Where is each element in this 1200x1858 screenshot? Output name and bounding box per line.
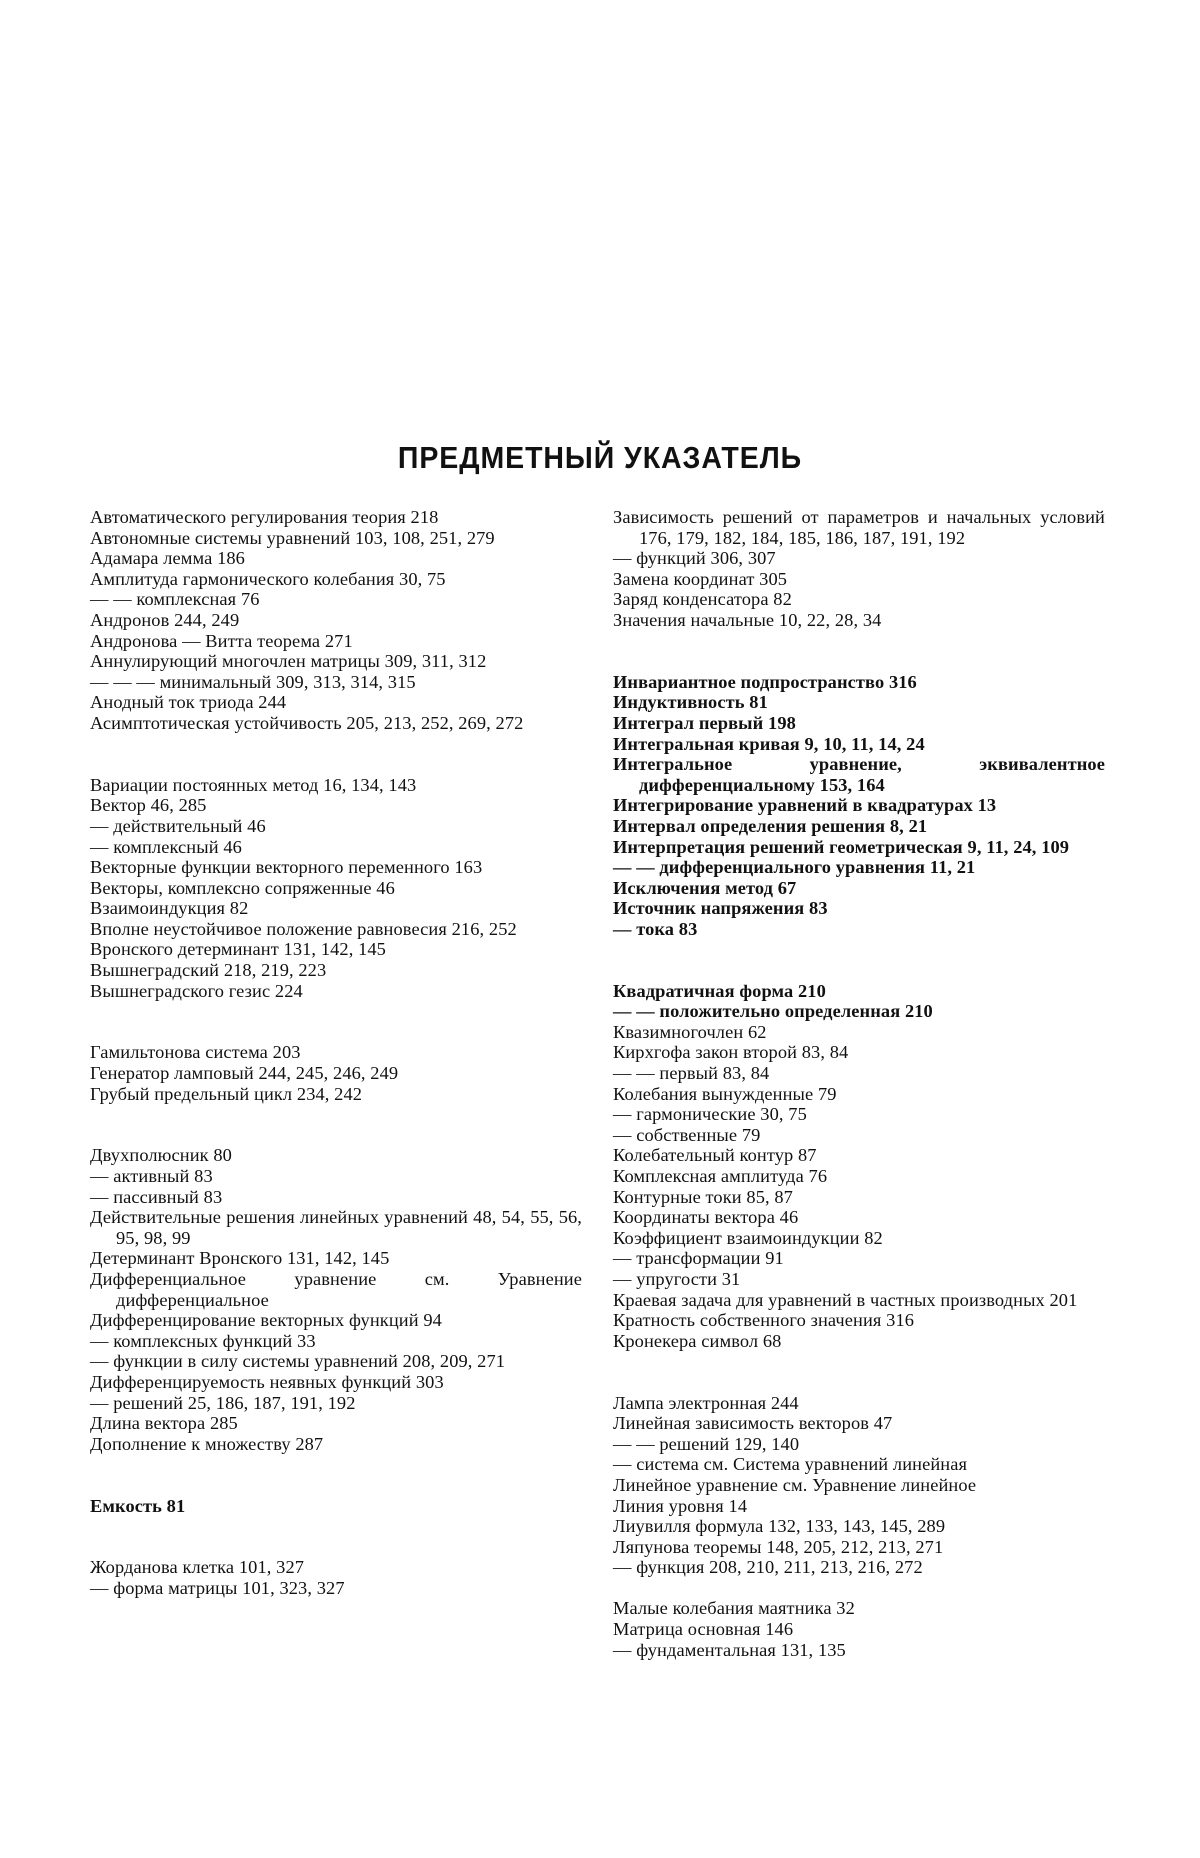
index-entry: Вышнеградский 218, 219, 223 <box>90 960 327 981</box>
index-entry: Интервал определения решения 8, 21 <box>613 815 928 836</box>
index-entry: Коэффициент взаимоиндукции 82 <box>613 1227 883 1248</box>
index-entry: Комплексная амплитуда 76 <box>613 1166 828 1186</box>
index-entry: Кратность собственного значения 316 <box>613 1310 915 1331</box>
index-entry: Андронова — Витта теорема 271 <box>90 630 353 651</box>
section-gap <box>613 939 1105 980</box>
index-entry: — форма матрицы 101, 323, 327 <box>90 1577 345 1598</box>
index-entry: Квазимногочлен 62 <box>613 1021 767 1042</box>
index-entry: Индуктивность 81 <box>613 692 768 713</box>
index-entry: — собственные 79 <box>613 1124 761 1145</box>
section-gap <box>90 734 582 775</box>
index-entry: Грубый предельный цикл 234, 242 <box>90 1083 363 1104</box>
index-entry: Квадратичная форма 210 <box>613 980 826 1001</box>
index-entry: Вектор 46, 285 <box>90 795 207 816</box>
index-entry: Векторы, комплексно сопряженные 46 <box>90 877 395 898</box>
index-entry: Колебательный контур 87 <box>613 1145 817 1166</box>
section-gap <box>90 1454 582 1495</box>
index-entry: Значения начальные 10, 22, 28, 34 <box>613 609 882 630</box>
index-entry: Кирхгофа закон второй 83, 84 <box>613 1042 849 1063</box>
index-entry: — — первый 83, 84 <box>613 1063 770 1084</box>
index-entry: — пассивный 83 <box>90 1186 223 1207</box>
index-entry: — тока 83 <box>613 918 698 939</box>
section-gap <box>90 1001 582 1042</box>
index-entry: Интеграл первый 198 <box>613 712 796 733</box>
index-entry: Инвариантное подпространство 316 <box>613 671 917 692</box>
page-title: ПРЕДМЕТНЫЙ УКАЗАТЕЛЬ <box>397 440 803 475</box>
section-gap <box>90 1104 582 1145</box>
index-entry: Вариации постоянных метод 16, 134, 143 <box>90 774 417 795</box>
index-entry: Дифференцирование векторных функций 94 <box>90 1310 442 1331</box>
index-entry: Вышнеградского гезис 224 <box>90 980 303 1001</box>
index-entry: Источник напряжения 83 <box>613 898 828 919</box>
index-entry: Интерпретация решений геометрическая 9, 11, 24, 109 <box>613 836 1070 857</box>
index-entry: Амплитуда гармонического колебания 30, 75 <box>90 568 446 589</box>
index-entry: — — решений 129, 140 <box>613 1433 800 1454</box>
index-entry: — фундаментальная 131, 135 <box>613 1639 846 1660</box>
index-entry: Длина вектора 285 <box>90 1413 238 1434</box>
index-entry: — функции в силу системы уравнений 208, 209, 271 <box>90 1351 506 1372</box>
index-entry: — комплексных функций 33 <box>90 1330 316 1351</box>
section-gap <box>90 1516 582 1557</box>
index-entry: — — положительно определенная 210 <box>613 1001 933 1022</box>
index-entry: Замена координат 305 <box>613 568 788 589</box>
index-entry: Вронского детерминант 131, 142, 145 <box>90 939 386 960</box>
index-entry: Контурные токи 85, 87 <box>613 1186 793 1207</box>
index-entry: — активный 83 <box>90 1166 213 1186</box>
index-entry: Колебания вынужденные 79 <box>613 1083 837 1104</box>
index-entry: Исключения метод 67 <box>613 877 797 898</box>
index-entry: Асимптотическая устойчивость 205, 213, 252, 269, 272 <box>90 712 524 733</box>
index-entry: — комплексный 46 <box>90 836 242 857</box>
index-entry: — — дифференциального уравнения 11, 21 <box>613 857 976 878</box>
index-entry: Вполне неустойчивое положение равновесия 216, 252 <box>90 918 517 939</box>
index-entry: Жорданова клетка 101, 327 <box>90 1557 305 1578</box>
index-entry: Координаты вектора 46 <box>613 1207 799 1228</box>
section-gap <box>613 1351 1105 1392</box>
index-entry: Дифференцируемость неявных функций 303 <box>90 1371 444 1392</box>
index-entry: Автоматического регулирования теория 218 <box>90 507 439 527</box>
index-entry: — действительный 46 <box>90 815 266 836</box>
index-entry: — гармонические 30, 75 <box>613 1104 807 1125</box>
index-entry: Линейное уравнение см. Уравнение линейное <box>613 1474 977 1495</box>
index-entry: Линейная зависимость векторов 47 <box>613 1413 893 1434</box>
section-gap <box>613 631 1105 672</box>
index-entry: Ляпунова теоремы 148, 205, 212, 213, 271 <box>613 1536 944 1557</box>
index-entry: Заряд конденсатора 82 <box>613 589 792 610</box>
index-entry: Лампа электронная 244 <box>613 1392 799 1413</box>
index-entry: — система см. Система уравнений линейная <box>613 1454 968 1475</box>
index-column-right <box>613 507 1105 1660</box>
index-entry: Андронов 244, 249 <box>90 609 240 630</box>
index-entry: Зависимость решений от параметров и начальных условий 176, 179, 182, 184, 185, 186, 187, 191, 192 <box>613 507 1105 548</box>
index-entry: — функция 208, 210, 211, 213, 216, 272 <box>613 1557 923 1578</box>
index-entry: Дифференциальное уравнение см. Уравнение дифференциальное <box>90 1268 582 1310</box>
index-entry: Краевая задача для уравнений в частных производных 201 <box>613 1289 1078 1310</box>
index-entry: Анодный ток триода 244 <box>90 692 287 713</box>
index-column-left <box>90 507 582 1598</box>
index-entry: Кронекера символ 68 <box>613 1330 782 1351</box>
index-entry: Матрица основная 146 <box>613 1619 794 1640</box>
index-entry: Интегральное уравнение, эквивалентное дифференциальному 153, 164 <box>613 754 1105 795</box>
index-entry: — — комплексная 76 <box>90 589 260 610</box>
index-entry: — решений 25, 186, 187, 191, 192 <box>90 1392 356 1413</box>
section-gap <box>613 1578 1105 1599</box>
index-entry: Интегрирование уравнений в квадратурах 13 <box>613 795 997 816</box>
index-entry: Интегральная кривая 9, 10, 11, 14, 24 <box>613 733 925 754</box>
index-entry: Гамильтонова система 203 <box>90 1042 301 1063</box>
index-entry: Адамара лемма 186 <box>90 548 245 569</box>
index-entry: Взаимоиндукция 82 <box>90 898 249 919</box>
index-entry: Детерминант Вронского 131, 142, 145 <box>90 1248 390 1269</box>
index-entry: — упругости 31 <box>613 1268 741 1289</box>
index-entry: Малые колебания маятника 32 <box>613 1598 855 1619</box>
index-entry: Векторные функции векторного переменного 163 <box>90 857 483 878</box>
index-entry: Дополнение к множеству 287 <box>90 1433 324 1454</box>
index-entry: — — — минимальный 309, 313, 314, 315 <box>90 671 416 692</box>
index-entry: Аннулирующий многочлен матрицы 309, 311, 312 <box>90 651 487 672</box>
index-entry: Емкость 81 <box>90 1495 186 1516</box>
index-entry: Двухполюсник 80 <box>90 1145 232 1166</box>
index-entry: — трансформации 91 <box>613 1248 784 1269</box>
index-entry: — функций 306, 307 <box>613 548 776 569</box>
index-entry: Действительные решения линейных уравнений 48, 54, 55, 56, 95, 98, 99 <box>90 1207 582 1248</box>
index-entry: Лиувилля формула 132, 133, 143, 145, 289 <box>613 1516 946 1537</box>
index-entry: Линия уровня 14 <box>613 1495 748 1516</box>
index-entry: Автономные системы уравнений 103, 108, 251, 279 <box>90 527 495 548</box>
index-entry: Генератор ламповый 244, 245, 246, 249 <box>90 1063 399 1084</box>
